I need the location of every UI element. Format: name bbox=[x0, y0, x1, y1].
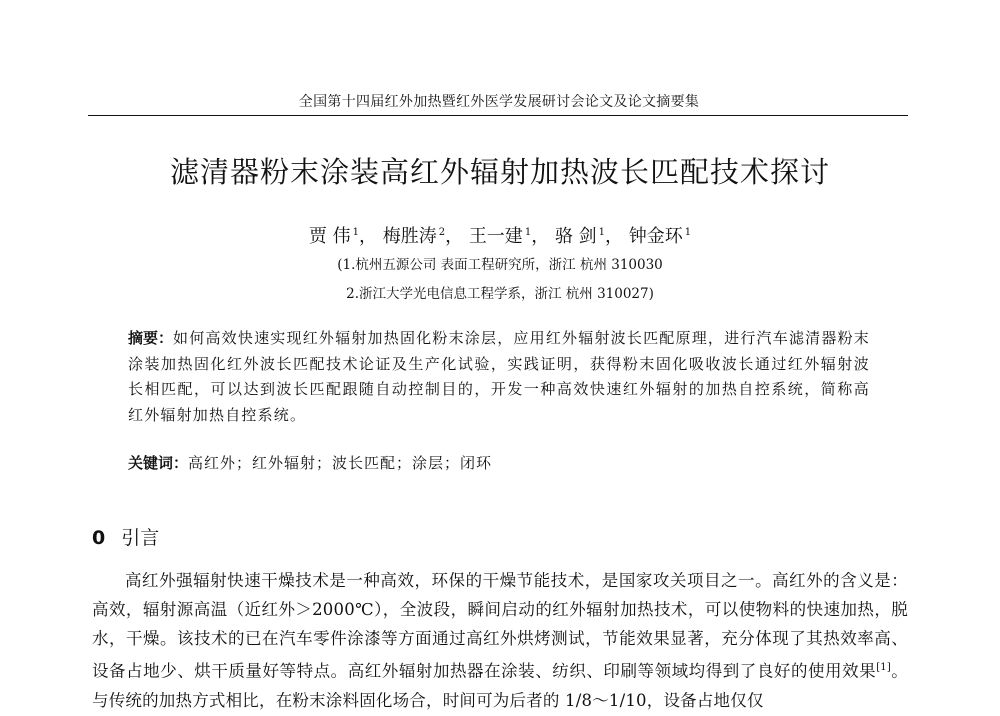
keywords-text: 高红外；红外辐射；波长匹配；涂层；闭环 bbox=[188, 454, 493, 472]
abstract-label: 摘要： bbox=[128, 329, 174, 347]
affiliation-1: (1.杭州五源公司 表面工程研究所，浙江 杭州 310030 bbox=[337, 257, 663, 273]
running-head: 全国第十四届红外加热暨红外医学发展研讨会论文及论文摘要集 bbox=[298, 94, 700, 110]
abstract-text: 如何高效快速实现红外辐射加热固化粉末涂层，应用红外辐射波长匹配原理，进行汽车滤清器粉末涂装加热固化红外波长匹配技术论证及生产化试验，实践证明，获得粉末固化吸收波长通过红外辐射波长相匹配，可以达到波长匹配跟随自动控制目的，开发一种高效快速红外辐射的加热自控系统，简称高红外辐射加热自控系统。 bbox=[128, 329, 870, 424]
author-list: 贾 伟 $^1$， 梅胜涛 $^2$， 王一建 $^1$， 骆 剑 $^1$， 钟金环 $^1$ bbox=[308, 226, 692, 247]
author-name: 钟金环 bbox=[628, 226, 683, 247]
author-name: 王一建 bbox=[468, 226, 523, 247]
paper-title: 滤清器粉末涂装高红外辐射加热波长匹配技术探讨 bbox=[169, 155, 830, 189]
affiliation-2: 2.浙江大学光电信息工程学系，浙江 杭州 310027) bbox=[346, 286, 654, 302]
section-title: 引言 bbox=[121, 527, 160, 549]
abstract bbox=[128, 326, 870, 428]
author-name: 骆 剑 bbox=[554, 226, 597, 247]
author-affiliation-mark: 1 bbox=[684, 227, 692, 238]
body-text-part: 高红外强辐射快速干燥技术是一种高效，环保的干燥节能技术，是国家攻关项目之一。高红外的含义是：高效，辐射源高温（近红外＞2000℃），全波段，瞬间启动的红外辐射加热技术，可以使物料的快速加热，脱水，干燥。该技术的已在汽车零件涂漆等方面通过高红外烘烤测试，节能效果显著，充分体现了其热效率高、设备占地少、烘干质量好等特点。高红外辐射加热器在涂装、纺织、印刷等领域均得到了良好的使用效果 bbox=[92, 571, 908, 681]
keywords bbox=[128, 452, 870, 474]
author-name: 梅胜涛 bbox=[382, 226, 437, 247]
section-number: 0 bbox=[92, 527, 106, 549]
keywords-label: 关键词： bbox=[128, 454, 189, 472]
author-affiliation-mark: 1 bbox=[524, 227, 532, 238]
author-affiliation-mark: 1 bbox=[352, 227, 359, 238]
author-affiliation-mark: 2 bbox=[438, 227, 446, 238]
header-rule bbox=[88, 115, 908, 116]
body-paragraph bbox=[92, 566, 908, 715]
body-text-part: 。与传统的加热方式相比，在粉末涂料固化场合，时间可为后者的 1/8～1/10，设备占地仅仅 bbox=[92, 661, 909, 710]
author-name: 贾 伟 bbox=[308, 226, 351, 247]
section-heading bbox=[92, 525, 159, 551]
citation-ref: [1] bbox=[876, 662, 891, 673]
author-affiliation-mark: 1 bbox=[598, 227, 606, 238]
